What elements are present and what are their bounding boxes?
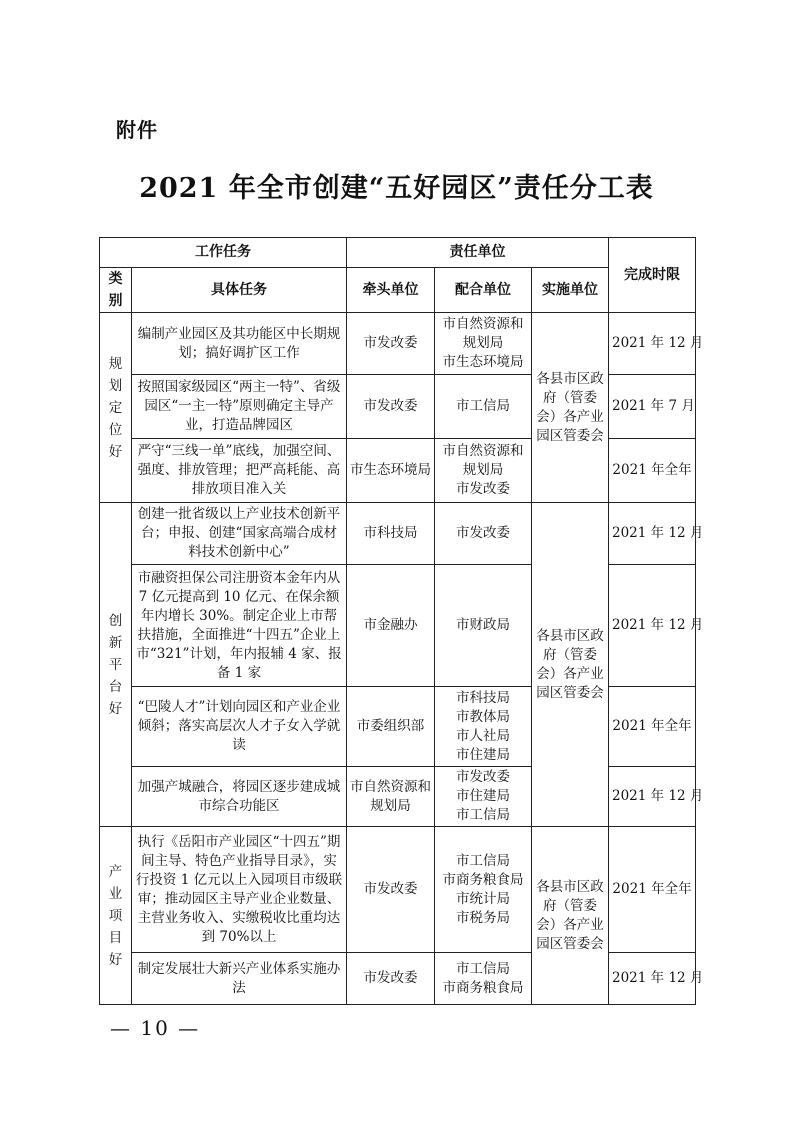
category-cell: 规划定位好 [100,313,132,503]
table-row [100,827,696,953]
category-cell: 创新平台好 [100,503,132,827]
coop-unit-cell: 市工信局 市商务粮食局 [435,953,532,1005]
coop-unit-cell: 市发改委 市住建局 市工信局 [435,767,532,827]
task-cell: “巴陵人才”计划向园区和产业企业倾斜；落实高层次人才子女入学就读 [132,687,347,767]
deadline-cell: 2021 年 12 月 [609,503,696,565]
coop-unit-cell: 市发改委 [435,503,532,565]
coop-unit-cell: 市工信局 市商务粮食局 市统计局 市税务局 [435,827,532,953]
header-responsible-unit: 责任单位 [347,238,609,268]
impl-unit-cell: 各县市区政府（管委会）各产业园区管委会 [532,313,609,503]
lead-unit-cell: 市发改委 [347,313,435,375]
header-specific-task: 具体任务 [132,268,347,313]
document-title: 2021 年全市创建“五好园区”责任分工表 [139,173,654,204]
lead-unit-cell: 市科技局 [347,503,435,565]
lead-unit-cell: 市生态环境局 [347,439,435,503]
coop-unit-cell: 市财政局 [435,565,532,687]
deadline-cell: 2021 年 12 月 [609,313,696,375]
deadline-cell: 2021 年 12 月 [609,565,696,687]
impl-unit-cell: 各县市区政府（管委会）各产业园区管委会 [532,503,609,827]
task-cell: 编制产业园区及其功能区中长期规划；搞好调扩区工作 [132,313,347,375]
header-impl-unit: 实施单位 [532,268,609,313]
deadline-cell: 2021 年全年 [609,439,696,503]
coop-unit-cell: 市自然资源和规划局 市生态环境局 [435,313,532,375]
header-coop-unit: 配合单位 [435,268,532,313]
task-cell: 执行《岳阳市产业园区“十四五”期间主导、特色产业指导目录》，实行投资 1 亿元以上入园项目市级联审；推动园区主导产业企业数量、主营业务收入、实缴税收比重均达到 70%以上 [132,827,347,953]
lead-unit-cell: 市金融办 [347,565,435,687]
lead-unit-cell: 市发改委 [347,827,435,953]
header-work-task: 工作任务 [100,238,347,268]
header-deadline: 完成时限 [609,238,696,313]
task-cell: 按照国家级园区“两主一特”、省级园区“一主一特”原则确定主导产业，打造品牌园区 [132,375,347,439]
table-row [100,313,696,375]
header-category: 类别 [100,268,132,313]
coop-unit-cell: 市科技局 市教体局 市人社局 市住建局 [435,687,532,767]
lead-unit-cell: 市发改委 [347,375,435,439]
category-cell: 产业项目好 [100,827,132,1005]
deadline-cell: 2021 年 12 月 [609,953,696,1005]
task-cell: 加强产城融合，将园区逐步建成城市综合功能区 [132,767,347,827]
impl-unit-cell: 各县市区政府（管委会）各产业园区管委会 [532,827,609,1005]
deadline-cell: 2021 年全年 [609,687,696,767]
task-cell: 创建一批省级以上产业技术创新平台；申报、创建“国家高端合成材料技术创新中心” [132,503,347,565]
lead-unit-cell: 市自然资源和规划局 [347,767,435,827]
deadline-cell: 2021 年 12 月 [609,767,696,827]
table-row [100,503,696,565]
task-cell: 制定发展壮大新兴产业体系实施办法 [132,953,347,1005]
responsibility-table [99,237,704,1005]
deadline-cell: 2021 年全年 [609,827,696,953]
lead-unit-cell: 市发改委 [347,953,435,1005]
coop-unit-cell: 市自然资源和规划局 市发改委 [435,439,532,503]
header-lead-unit: 牵头单位 [347,268,435,313]
coop-unit-cell: 市工信局 [435,375,532,439]
deadline-cell: 2021 年 7 月 [609,375,696,439]
task-cell: 严守“三线一单”底线，加强空间、强度、排放管理；把严高耗能、高排放项目准入关 [132,439,347,503]
lead-unit-cell: 市委组织部 [347,687,435,767]
attachment-label: 附件 [116,118,158,142]
page-number: — 10 — [110,1016,201,1040]
task-cell: 市融资担保公司注册资本金年内从 7 亿元提高到 10 亿元、在保余额年内增长 30%。制定企业上市帮扶措施，全面推进“十四五”企业上市“321”计划，年内报辅 4 家、报备 1 家 [132,565,347,687]
